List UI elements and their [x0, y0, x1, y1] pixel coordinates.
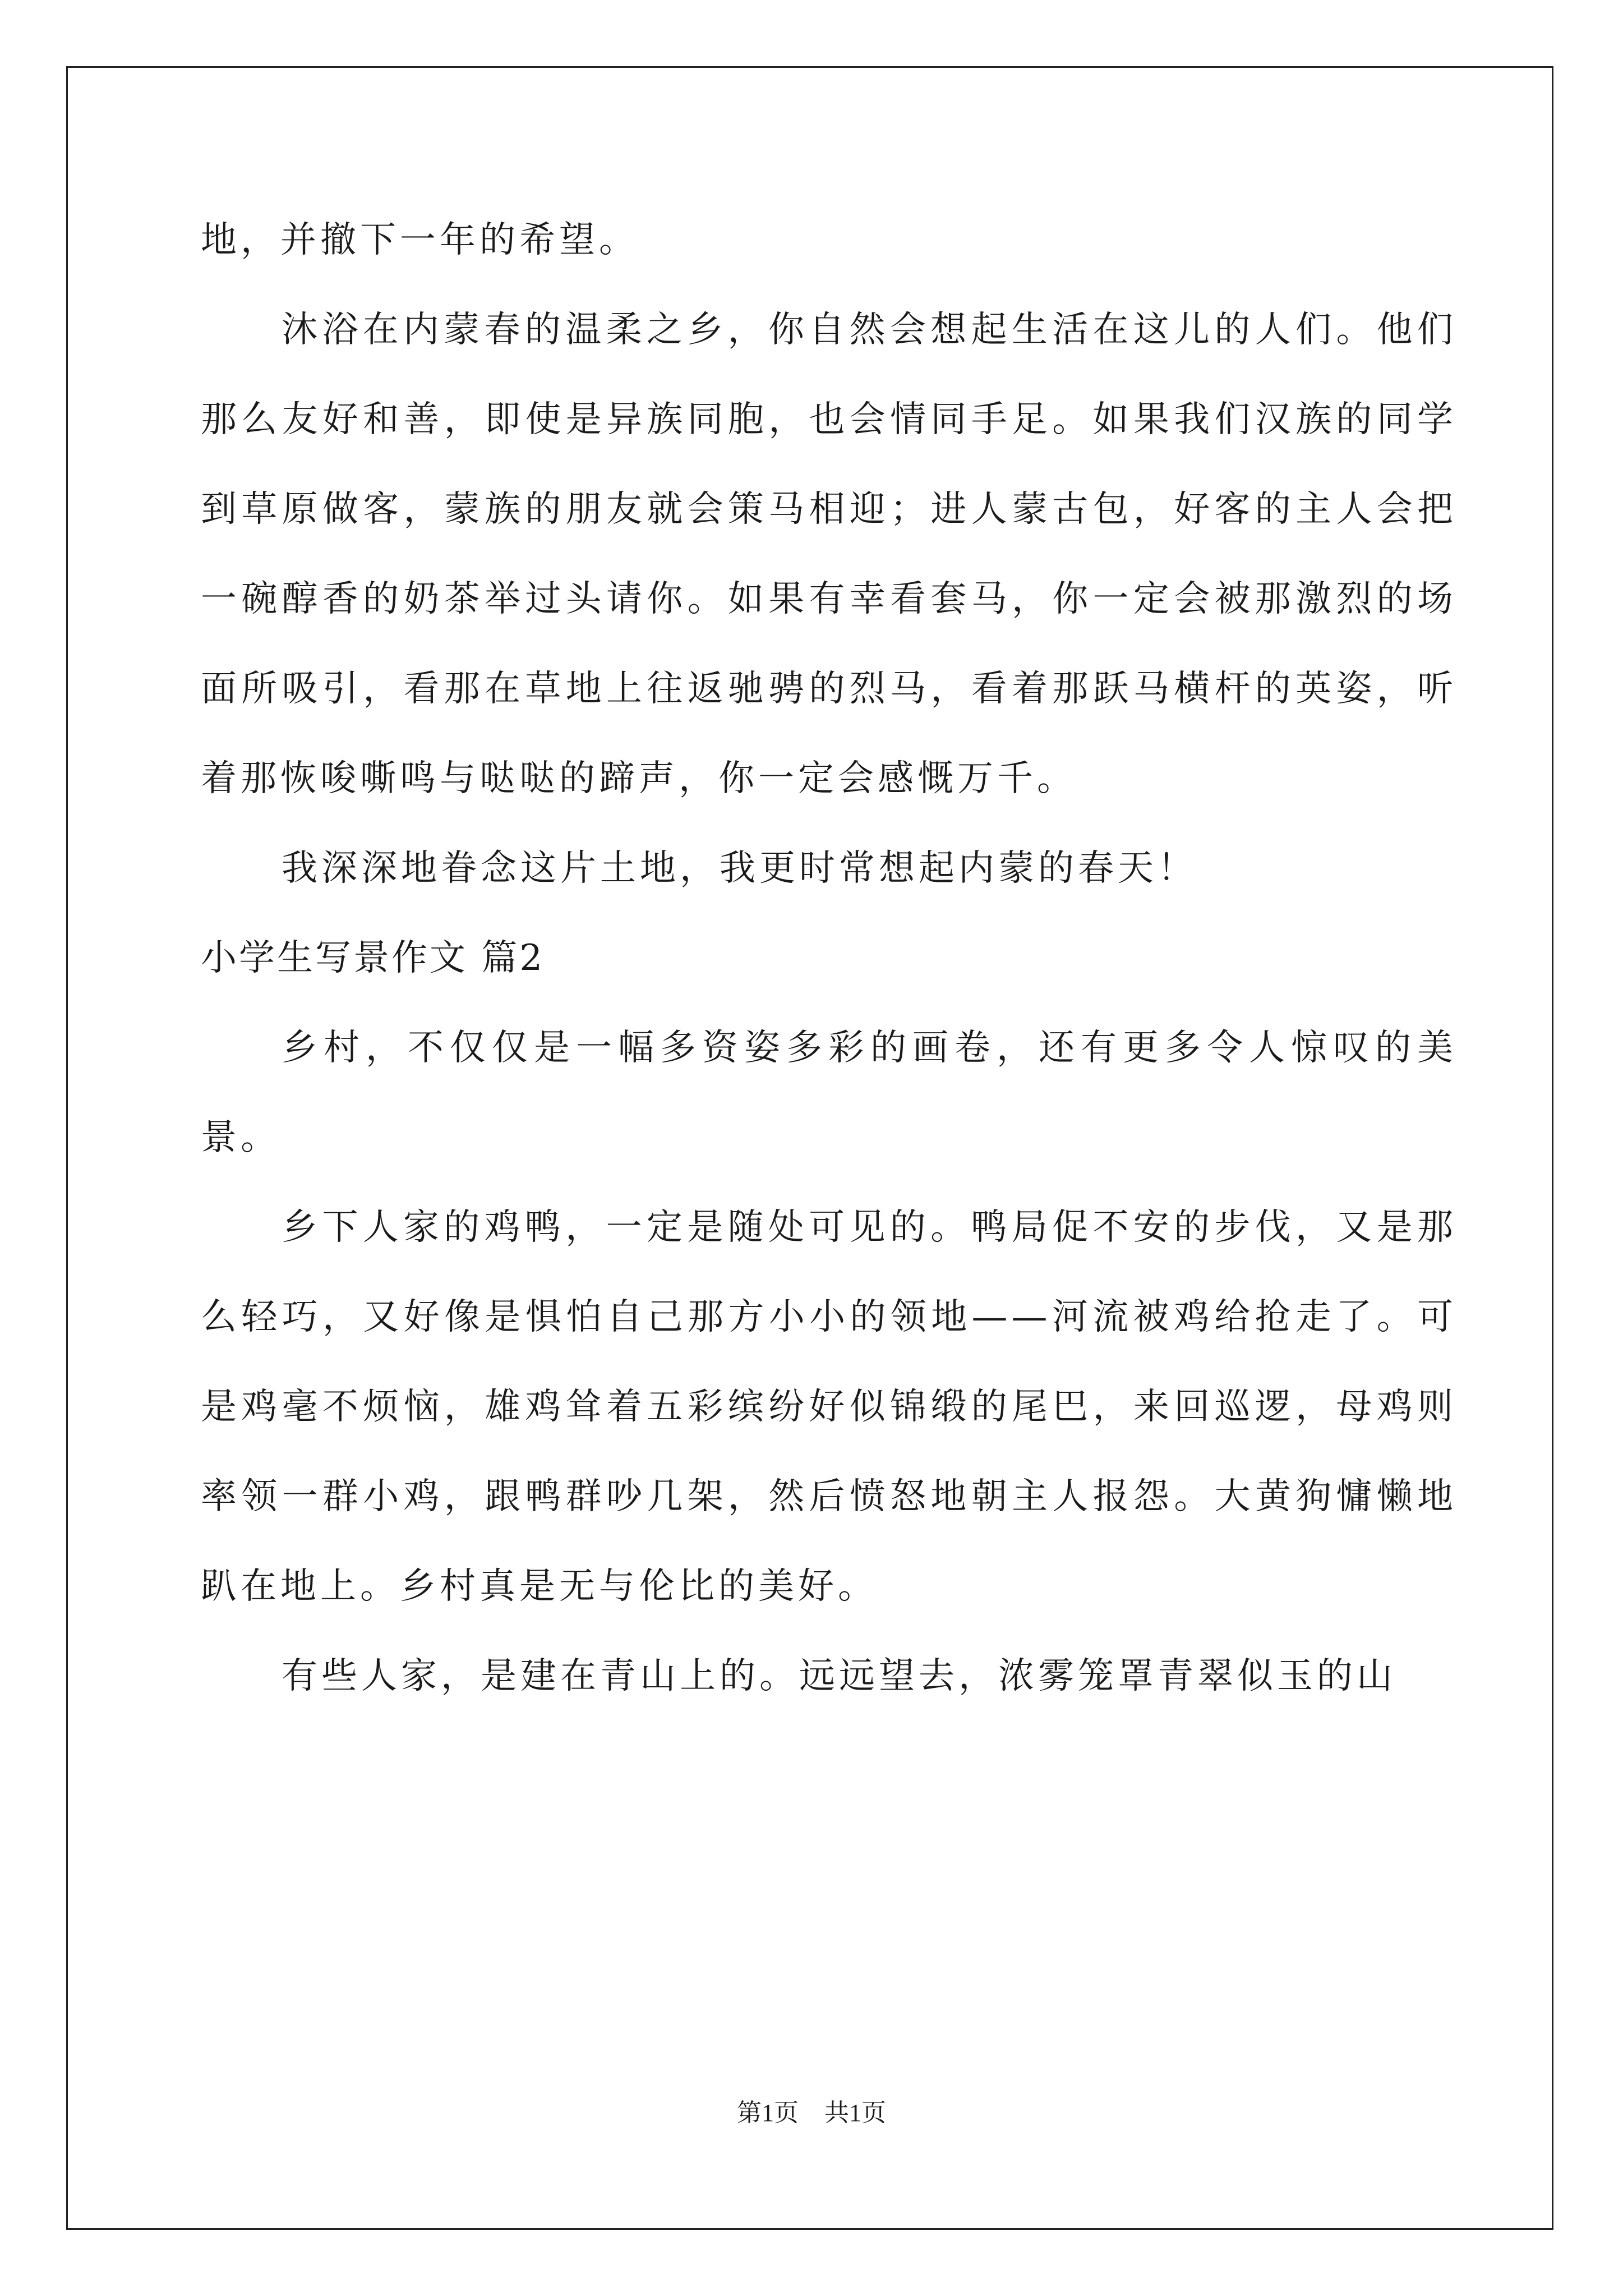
paragraph-chickens-ducks: 乡下人家的鸡鸭，一定是随处可见的。鸭局促不安的步伐，又是那么轻巧，又好像是惧怕自己那方小小的领地——河流被鸡给抢走了。可是鸡毫不烦恼，雄鸡耸着五彩缤纷好似锦缎的尾巴，来回巡逻，母鸡则率领一群小鸡，跟鸭群吵几架，然后愤怒地朝主人报怨。大黄狗慵懒地趴在地上。乡村真是无与伦比的美好。: [201, 1207, 1457, 1607]
section-heading: 小学生写景作文 篇2: [201, 937, 545, 979]
paragraph-mountain-homes: 有些人家，是建在青山上的。远远望去，浓雾笼罩青翠似玉的山: [282, 1655, 1396, 1697]
paragraph-inner-mongolia-people: 沐浴在内蒙春的温柔之乡，你自然会想起生活在这儿的人们。他们那么友好和善，即使是异族同胞，也会情同手足。如果我们汉族的同学到草原做客，蒙族的朋友就会策马相迎；进人蒙古包，好客的主人会把一碗醇香的奶茶举过头请你。如果有幸看套马，你一定会被那激烈的场面所吸引，看那在草地上往返驰骋的烈马，看着那跃马横杆的英姿，听着那恢唆嘶鸣与哒哒的蹄声，你一定会感慨万千。: [201, 309, 1457, 799]
page-footer: [0, 2092, 1623, 2128]
page-total: 共1页: [824, 2099, 886, 2127]
paragraph-inner-mongolia-spring: 我深深地眷念这片土地，我更时常想起内蒙的春天！: [282, 848, 1197, 889]
page-number: 第1页: [737, 2099, 799, 2127]
document-body: [201, 195, 1457, 1721]
paragraph-continuation: 地，并撤下一年的希望。: [201, 219, 639, 261]
paragraph-village-intro: 乡村，不仅仅是一幅多资姿多彩的画卷，还有更多令人惊叹的美景。: [201, 1027, 1457, 1158]
